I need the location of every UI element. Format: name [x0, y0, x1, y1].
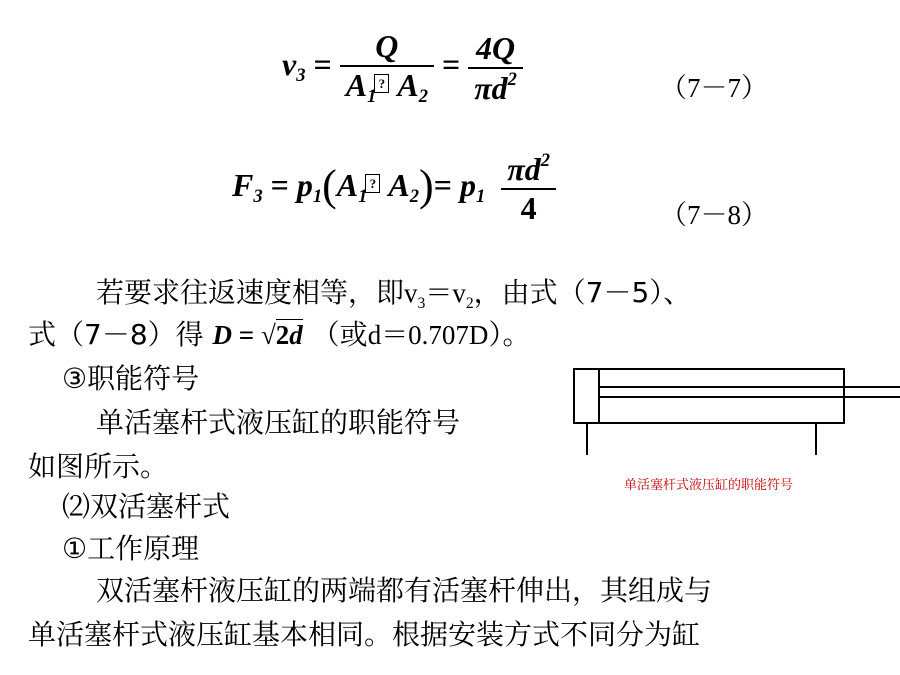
single-rod-cylinder-symbol — [560, 360, 900, 460]
eq7-fraction-2: $\frac{4Q}{\pi d^2}$ — [468, 30, 523, 107]
equation-7-8-number: （7－8） — [660, 200, 768, 230]
heading-function-symbol: ③职能符号 — [62, 362, 200, 395]
paragraph-symbol-line-1: 单活塞杆式液压缸的职能符号 — [96, 406, 461, 439]
formula-d-sqrt2d: D = √2d — [212, 320, 303, 350]
equation-7-7: $v_3$ = $\frac{Q}{A_1? A_2}$ = $\frac{4Q}{\pi d^2}$ — [282, 28, 523, 108]
paragraph-double-rod-line-1: 双活塞杆液压缸的两端都有活塞杆伸出，其组成与 — [96, 574, 713, 607]
eq8-fraction: $\frac{\pi d^2}{4}$ — [501, 150, 556, 227]
paragraph-symbol-line-2: 如图所示。 — [28, 450, 169, 483]
heading-double-rod: ⑵双活塞杆式 — [62, 490, 231, 523]
diagram-caption: 单活塞杆式液压缸的职能符号 — [624, 478, 794, 493]
eq8-lhs: $F_3$ — [232, 166, 263, 207]
eq7-lhs: $v_3$ — [282, 46, 306, 87]
equation-7-7-number: （7－7） — [660, 73, 768, 103]
heading-working-principle: ①工作原理 — [62, 532, 200, 565]
eq7-fraction-1: $\frac{Q}{A_1? A_2}$ — [340, 28, 434, 108]
paragraph-speed-line-1: 若要求往返速度相等，即$v_3=v_2$，由式（7－5）、 — [96, 276, 692, 312]
paragraph-double-rod-line-2: 单活塞杆式液压缸基本相同。根据安装方式不同分为缸 — [28, 618, 701, 651]
paragraph-speed-line-2: 式（7－8）得 D = √2d （或d＝0.707D）。 — [28, 318, 531, 351]
equation-7-8: $F_3 = p_1(A_1$? $A_2)= p_1$ $\frac{\pi d^2}{4}$ — [232, 150, 556, 227]
